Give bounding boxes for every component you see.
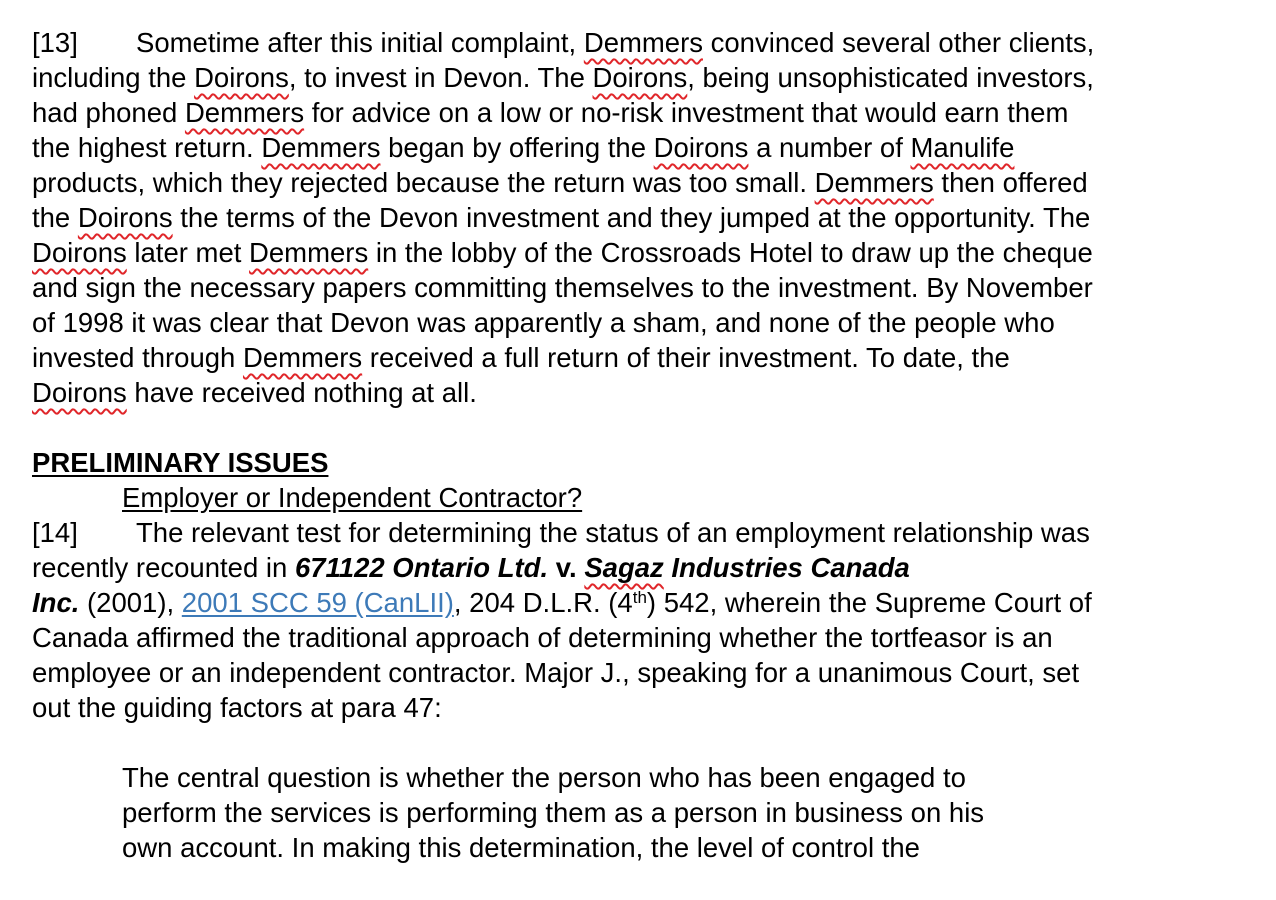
paragraph-14 [32, 515, 1252, 725]
text-line [32, 515, 1252, 550]
subheading-line [32, 480, 1252, 515]
spellcheck-word: Doirons [194, 62, 289, 93]
case-name-spellcheck-word: Sagaz [584, 552, 664, 583]
text-line [32, 655, 1252, 690]
text-line [32, 130, 1252, 165]
spellcheck-word: Demmers [249, 237, 369, 268]
text-run: , to invest in Devon. The [288, 62, 593, 93]
paragraph-number: [14] [32, 517, 78, 548]
spellcheck-word: Demmers [242, 342, 363, 373]
text-run: later met [126, 237, 250, 268]
text-line [32, 270, 1252, 305]
text-run: the terms of the Devon investment and they jumped at the opportunity. The [172, 202, 1091, 233]
text-run: for advice on a low or no-risk investment that would earn them [304, 97, 1069, 128]
spellcheck-word: Doirons [77, 202, 173, 233]
text-line [32, 200, 1252, 235]
text-run: and sign the necessary papers committing themselves to the investment. By November [32, 272, 1093, 303]
spellcheck-word: Demmers [814, 167, 934, 198]
text-line [32, 165, 1252, 200]
superscript: th [632, 588, 647, 607]
text-line [32, 690, 1252, 725]
text-line [32, 620, 1252, 655]
spellcheck-word: Doirons [32, 377, 127, 408]
blank-line [32, 410, 1252, 445]
text-run: then offered [933, 167, 1088, 198]
bold-text: v. [548, 552, 585, 583]
spellcheck-word: Demmers [261, 132, 381, 163]
text-run: ) 542, wherein the Supreme Court of [646, 587, 1092, 618]
text-run: including the [32, 62, 195, 93]
quote-line: own account. In making this determination, the level of control the [122, 832, 920, 863]
case-name-text: Industries Canada [663, 552, 910, 583]
section-heading: PRELIMINARY ISSUES [32, 447, 329, 478]
spellcheck-word: Manulife [910, 132, 1015, 163]
section-heading-line [32, 445, 1252, 480]
text-line [32, 95, 1252, 130]
text-run: the [32, 202, 78, 233]
text-run: Canada affirmed the traditional approach of determining whether the tortfeasor is an [32, 622, 1053, 653]
text-line [32, 60, 1252, 95]
text-line [32, 375, 1252, 410]
spellcheck-word: Demmers [184, 97, 305, 128]
text-run: Sometime after this initial complaint, [136, 27, 584, 58]
text-run: the highest return. [32, 132, 262, 163]
text-run: recently recounted in [32, 552, 295, 583]
case-name-text: 671122 Ontario Ltd. [294, 552, 549, 583]
quote-line: perform the services is performing them as a person in business on his [122, 797, 985, 828]
document-page [32, 25, 1252, 865]
text-line [32, 550, 1252, 585]
block-quote [32, 760, 1252, 865]
text-line [32, 235, 1252, 270]
text-run: out the guiding factors at para 47: [32, 692, 442, 723]
paragraph-number: [13] [32, 27, 78, 58]
text-line [32, 585, 1252, 620]
section-subheading: Employer or Independent Contractor? [122, 482, 583, 513]
spellcheck-word: Doirons [653, 132, 749, 163]
text-run: employee or an independent contractor. Major J., speaking for a unanimous Court, set [32, 657, 1080, 688]
text-run: began by offering the [380, 132, 654, 163]
blank-line [32, 725, 1252, 760]
text-run: of 1998 it was clear that Devon was apparently a sham, and none of the people who [32, 307, 1055, 338]
text-run: convinced several other clients, [703, 27, 1095, 58]
spellcheck-word: Doirons [592, 62, 688, 93]
paragraph-13 [32, 25, 1252, 410]
text-run: invested through [32, 342, 243, 373]
text-run: in the lobby of the Crossroads Hotel to draw up the cheque [368, 237, 1093, 268]
spellcheck-word: Demmers [583, 27, 703, 58]
text-run: had phoned [32, 97, 185, 128]
text-line [32, 25, 1252, 60]
text-run: (2001), [79, 587, 182, 618]
text-run: , 204 D.L.R. (4 [453, 587, 633, 618]
quote-line: The central question is whether the person who has been engaged to [122, 762, 966, 793]
text-line [32, 340, 1252, 375]
text-run: products, which they rejected because the return was too small. [32, 167, 815, 198]
text-run: , being unsophisticated investors, [687, 62, 1094, 93]
text-run: a number of [748, 132, 911, 163]
text-run: received a full return of their investment. To date, the [362, 342, 1010, 373]
case-name-text: Inc. [32, 587, 80, 618]
text-run: The relevant test for determining the status of an employment relationship was [136, 517, 1090, 548]
text-run: have received nothing at all. [126, 377, 477, 408]
spellcheck-word: Doirons [32, 237, 127, 268]
citation-link[interactable]: 2001 SCC 59 (CanLII) [181, 587, 454, 618]
text-line [32, 305, 1252, 340]
